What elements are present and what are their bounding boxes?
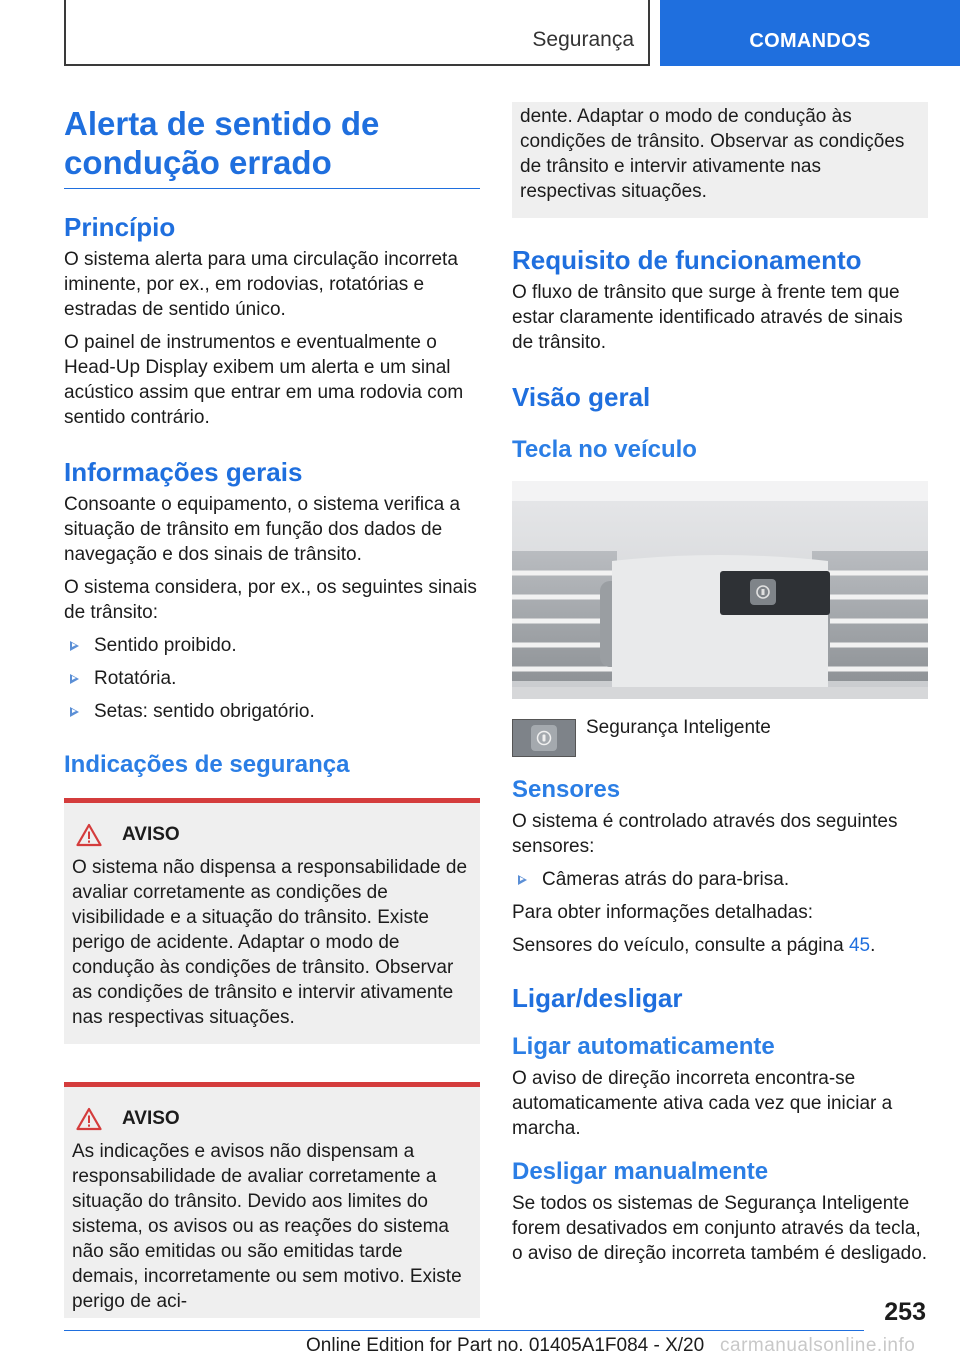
triangle-bullet-icon — [518, 875, 527, 885]
general-info-paragraph-1: Consoante o equipamento, o sistema verifica a situação de trânsito em função dos dados de navegação e dos sinais de trânsito. — [64, 494, 461, 565]
list-item: Sentido proibido. — [64, 633, 480, 658]
intelligent-safety-icon — [535, 729, 553, 747]
button-heading: Tecla no veículo — [512, 436, 697, 463]
intelligent-safety-button-thumbnail — [512, 719, 576, 757]
triangle-bullet-icon — [70, 674, 79, 684]
left-column — [64, 100, 480, 1318]
on-off-heading: Ligar/desligar — [512, 983, 683, 1013]
footer-edition-text: Online Edition for Part no. 01405A1F084 - X/20 — [306, 1335, 705, 1356]
sensors-paragraph: O sistema é controlado através dos seguintes sensores: — [512, 811, 898, 857]
dashboard-vents-illustration — [512, 481, 928, 699]
auto-on-paragraph: O aviso de direção incorreta encontra-se automaticamente ativa cada vez que iniciar a marcha. — [512, 1068, 893, 1139]
warning-label: AVISO — [122, 1108, 180, 1129]
footer-divider — [64, 1330, 864, 1331]
traffic-signs-list — [64, 633, 480, 724]
button-legend-row — [512, 719, 928, 757]
general-info-paragraph-2: O sistema considera, por ex., os seguintes sinais de trânsito: — [64, 577, 477, 623]
vehicle-button-photo — [512, 481, 928, 699]
requirement-heading: Requisito de funcionamento — [512, 245, 862, 275]
general-info-heading: Informações gerais — [64, 457, 303, 487]
warning-label: AVISO — [122, 824, 180, 845]
button-legend-label: Segurança Inteligente — [586, 717, 771, 738]
header-section-title: Segurança — [532, 28, 634, 51]
sensors-reference: Sensores do veículo, consulte a página 45. — [512, 935, 876, 956]
warning-text-1: O sistema não dispensa a responsabilidade de avaliar corretamente as condições de visibilidade e a situação do trânsito. Existe perigo de acidente. Adaptar o modo de condução às condições de trânsito. Observar as condições de trânsito e intervir ativamente nas respectivas situações. — [72, 857, 468, 1028]
sensors-more-info: Para obter informações detalhadas: — [512, 902, 814, 923]
principle-paragraph-2: O painel de instrumentos e eventualmente o Head-Up Display exibem um alerta e um sinal acústico assim que entrar em uma rodovia com sentido contrário. — [64, 332, 464, 428]
list-item: Câmeras atrás do para-brisa. — [512, 867, 928, 892]
warning-box-2 — [64, 1082, 480, 1318]
requirement-paragraph: O fluxo de trânsito que surge à frente tem que estar claramente identificado através de sinais de trânsito. — [512, 282, 903, 353]
warning-continuation-box — [512, 102, 928, 218]
warning-box-1 — [64, 798, 480, 1044]
auto-on-heading: Ligar automaticamente — [512, 1033, 775, 1060]
warning-continuation-text: dente. Adaptar o modo de condução às condições de trânsito. Observar as condições de trânsito e intervir ativamente nas respectivas situações. — [520, 106, 905, 202]
principle-paragraph-1: O sistema alerta para uma circulação incorreta iminente, por ex., em rodovias, rotatórias e estradas de sentido único. — [64, 249, 458, 320]
overview-heading: Visão geral — [512, 382, 651, 412]
page-number: 253 — [884, 1298, 926, 1326]
header-chapter-tab[interactable] — [660, 0, 960, 66]
warning-text-2: As indicações e avisos não dispensam a responsabilidade de avaliar corretamente a situação do trânsito. Devido aos limites do sistema, os avisos ou as reações do sistema não são emitidas ou são emitidas tarde demais, incorretamente ou sem motivo. Existe perigo de aci- — [72, 1141, 462, 1312]
footer-watermark: carmanualsonline.info — [720, 1335, 916, 1356]
header-section-box — [64, 0, 650, 66]
safety-heading: Indicações de segurança — [64, 751, 350, 778]
page-reference-link[interactable]: 45 — [848, 935, 871, 956]
sensors-list — [512, 867, 928, 892]
header-chapter-title: COMANDOS — [749, 30, 871, 52]
triangle-bullet-icon — [70, 641, 79, 651]
principle-heading: Princípio — [64, 212, 176, 242]
page-title: Alerta de sentido de condução errado — [64, 104, 480, 189]
warning-triangle-icon — [76, 1107, 102, 1131]
list-item: Setas: sentido obrigatório. — [64, 699, 480, 724]
list-item: Rotatória. — [64, 666, 480, 691]
manual-off-heading: Desligar manualmente — [512, 1158, 769, 1185]
sensors-heading: Sensores — [512, 776, 621, 803]
warning-triangle-icon — [76, 823, 102, 847]
manual-off-paragraph: Se todos os sistemas de Segurança Inteligente forem desativados em conjunto através da tecla, o aviso de direção incorreta também é desligado. — [512, 1193, 928, 1264]
right-column — [512, 100, 928, 1274]
triangle-bullet-icon — [70, 707, 79, 717]
